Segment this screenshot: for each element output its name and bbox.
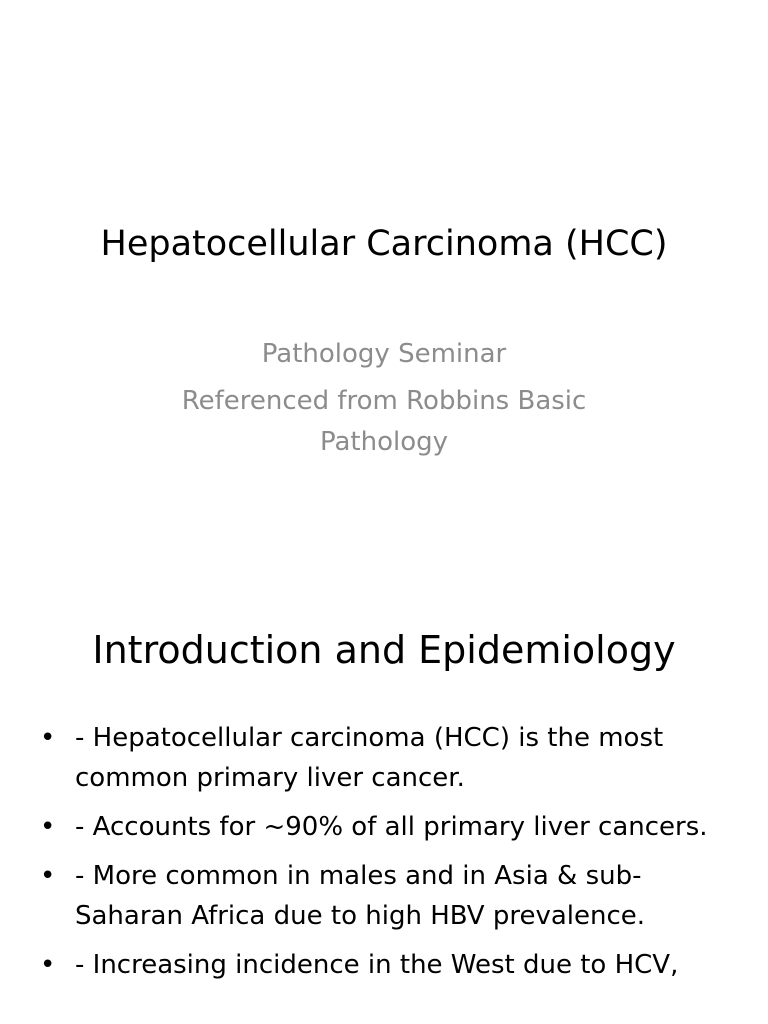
- bullet-text: - Hepatocellular carcinoma (HCC) is the most common primary liver cancer.: [75, 723, 664, 793]
- section-title: Introduction and Epidemiology: [92, 628, 676, 672]
- bullet-list: [40, 718, 740, 994]
- bullet-text: - Increasing incidence in the West due to HCV,: [75, 950, 679, 980]
- bullet-icon: •: [40, 861, 56, 891]
- bullet-item: [40, 856, 740, 936]
- bullet-item: [40, 807, 740, 847]
- slide-title: Hepatocellular Carcinoma (HCC): [100, 224, 668, 264]
- bullet-item: [40, 718, 740, 798]
- bullet-text: - Accounts for ~90% of all primary liver cancers.: [75, 812, 708, 842]
- bullet-text: - More common in males and in Asia & sub-Saharan Africa due to high HBV prevalence.: [75, 861, 646, 931]
- subtitle-line: Referenced from Robbins Basic Pathology: [181, 386, 587, 457]
- bullet-icon: •: [40, 723, 56, 753]
- bullet-item: [40, 945, 740, 985]
- bullet-icon: •: [40, 812, 56, 842]
- bullet-icon: •: [40, 950, 56, 980]
- subtitle-line: Pathology Seminar: [261, 339, 507, 369]
- slide-subtitle: [130, 334, 638, 463]
- intro-slide: [0, 576, 768, 1024]
